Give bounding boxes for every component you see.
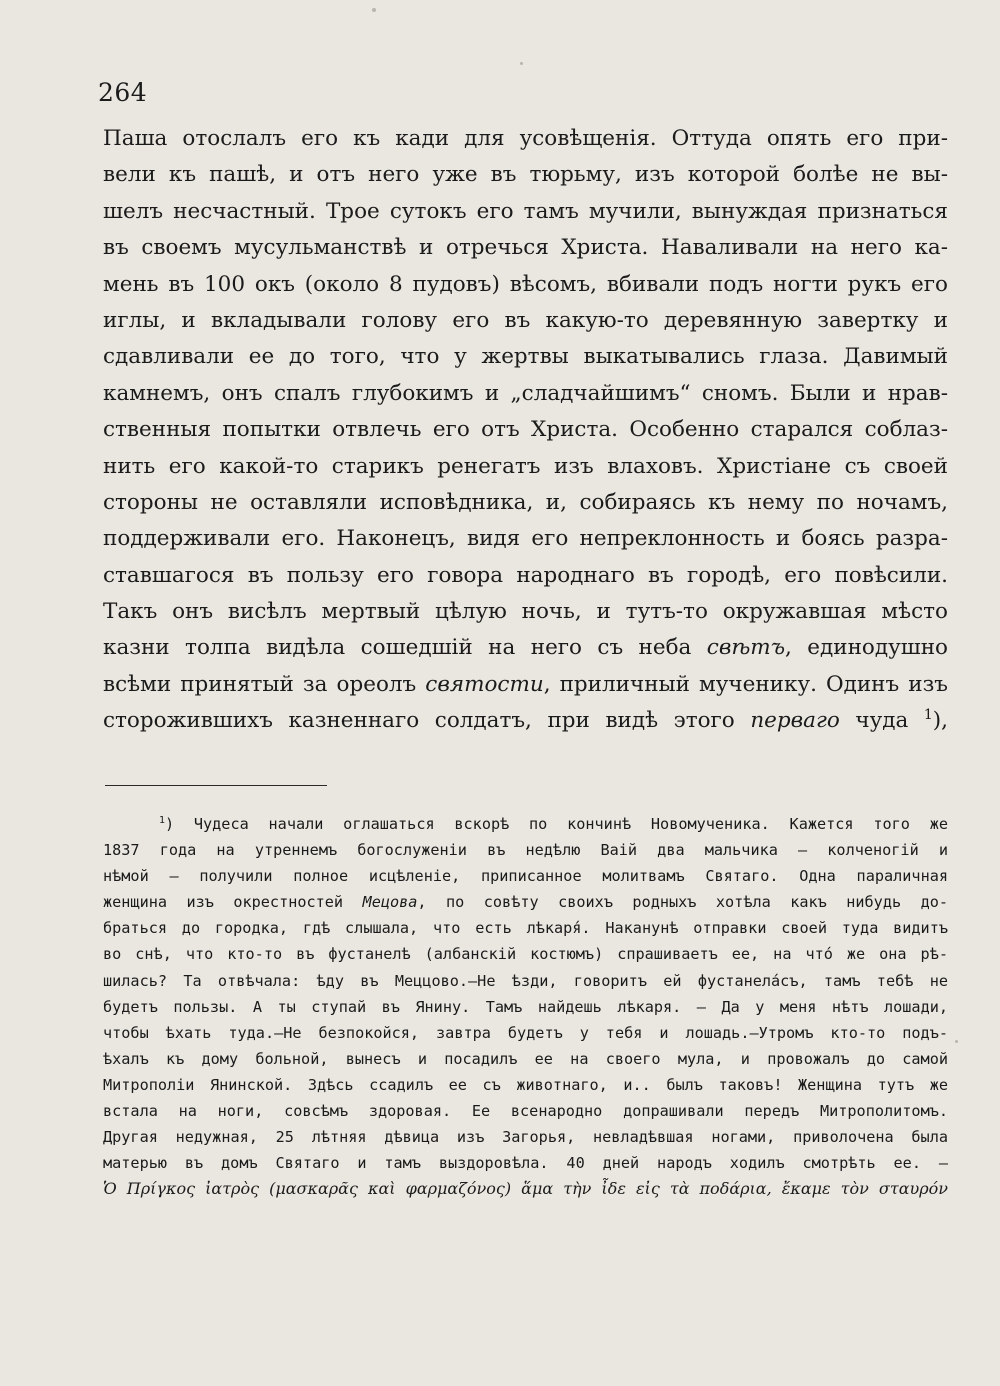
text-segment: 1837 года на утреннемъ богослуженіи въ недѣлю Ваій два мальчика — колченогій и xyxy=(103,841,948,860)
text-segment: матерью въ домъ Святаго и тамъ выздоровѣла. 40 дней народъ ходилъ смотрѣть ее. — xyxy=(103,1154,948,1173)
text-segment: въ своемъ мусульманствѣ и отречься Христа. Наваливали на него ка- xyxy=(103,235,948,261)
text-segment: Паша отослалъ его къ кади для усовѣщенія. Оттуда опять его при- xyxy=(103,126,948,151)
text-segment: во снѣ, что кто-то въ фустанелѣ (албанскій костюмъ) спрашиваетъ ее, на что́ же она рѣ- xyxy=(103,945,948,964)
footnote-line xyxy=(103,1020,948,1046)
footnote-line xyxy=(103,889,948,915)
text-line xyxy=(103,558,948,594)
footnote-line xyxy=(103,915,948,941)
text-segment: нѣмой — получили полное исцѣленіе, приписанное молитвамъ Святаго. Одна параличная xyxy=(103,867,948,886)
text-segment: камнемъ, онъ спалъ глубокимъ и „сладчайшимъ“ сномъ. Были и нрав- xyxy=(103,380,948,406)
text-segment: браться до городка, гдѣ слышала, что есть лѣкаря́. Наканунѣ отправки своей туда видитъ xyxy=(103,919,948,938)
footnote-line xyxy=(103,1072,948,1098)
text-line xyxy=(103,594,948,630)
text-segment: иглы, и вкладывали голову его въ какую-то деревянную завертку и xyxy=(103,307,948,333)
footnote-separator xyxy=(105,785,327,786)
text-segment: ственныя попытки отвлечь его отъ Христа. Особенно старался соблаз- xyxy=(103,417,948,443)
text-line xyxy=(103,303,948,339)
emphasized-word: Мецова xyxy=(362,893,418,912)
text-segment: ), xyxy=(932,708,948,734)
text-segment: стороны не оставляли исповѣдника, и, собираясь къ нему по ночамъ, xyxy=(103,489,948,515)
page-number: 264 xyxy=(98,78,148,107)
footnote-line xyxy=(103,968,948,994)
footnote-line xyxy=(103,1046,948,1072)
main-text-block xyxy=(103,121,948,740)
paper-speck xyxy=(520,62,523,65)
text-line xyxy=(103,449,948,485)
text-segment: Ὁ Πρίγκος ἰατρὸς (μασκαρᾶς καὶ φαρμαζόνος) ἅμα τὴν ἶδε εἰς τὰ ποδάρια, ἔκαμε τὸν σταυρόν xyxy=(103,1179,948,1199)
text-line xyxy=(103,121,948,157)
emphasized-word: святости xyxy=(425,671,544,697)
footnote-line xyxy=(103,1098,948,1124)
text-line xyxy=(103,521,948,557)
text-line xyxy=(103,157,948,193)
footnote-line xyxy=(103,994,948,1020)
text-segment: нить его какой-то старикъ ренегатъ изъ влаховъ. Христіане съ своей xyxy=(103,453,948,479)
text-segment: сторожившихъ казненнаго солдатъ, при видѣ этого xyxy=(103,708,751,734)
text-segment: казни толпа видѣла сошедшій на него съ неба xyxy=(103,635,707,661)
text-segment: мень въ 100 окъ (около 8 пудовъ) вѣсомъ, вбивали подъ ногти рукъ его xyxy=(103,271,948,297)
text-line xyxy=(103,267,948,303)
text-segment: ) Чудеса начали оглашаться вскорѣ по кончинѣ Новомученика. Кажется того же xyxy=(164,815,948,833)
text-segment: чуда xyxy=(839,708,924,734)
footnote-marker: 1 xyxy=(159,814,165,826)
footnote-line xyxy=(103,837,948,863)
text-line xyxy=(103,630,948,666)
text-line xyxy=(103,376,948,412)
text-segment: , по совѣту своихъ родныхъ хотѣла какъ нибудь до- xyxy=(417,893,948,912)
text-segment: Митрополіи Янинской. Здѣсь ссадилъ ее съ животнаго, и.. былъ таковъ! Женщина тутъ же xyxy=(103,1075,948,1094)
footnote-line xyxy=(103,941,948,967)
emphasized-word: перваго xyxy=(750,708,840,734)
footnote-line xyxy=(103,1124,948,1150)
text-segment: ставшагося въ пользу его говора народнаго въ городѣ, его повѣсили. xyxy=(103,562,948,588)
footnote-line xyxy=(103,811,948,837)
text-segment: , единодушно xyxy=(785,635,948,661)
text-segment: поддерживали его. Наконецъ, видя его непреклонность и боясь разра- xyxy=(103,526,948,552)
text-segment: Такъ онъ висѣлъ мертвый цѣлую ночь, и тутъ-то окружавшая мѣсто xyxy=(103,599,948,625)
paper-speck xyxy=(372,8,376,12)
footnote-line xyxy=(103,1176,948,1202)
text-segment: , приличный мученику. Одинъ изъ xyxy=(543,671,948,697)
emphasized-word: свѣтъ xyxy=(706,635,786,661)
footnote-marker: 1 xyxy=(923,707,933,724)
text-line xyxy=(103,230,948,266)
text-line xyxy=(103,703,948,739)
text-segment: будетъ пользы. А ты ступай въ Янину. Тамъ найдешь лѣкаря. — Да у меня нѣтъ лошади, xyxy=(103,997,948,1016)
text-segment: всѣми принятый за ореолъ xyxy=(103,671,426,697)
footnote-line xyxy=(103,1150,948,1176)
text-line xyxy=(103,485,948,521)
text-segment: вели къ пашѣ, и отъ него уже въ тюрьму, изъ которой болѣе не вы- xyxy=(103,162,948,188)
text-segment: женщина изъ окрестностей xyxy=(103,893,363,912)
text-line xyxy=(103,194,948,230)
text-segment: чтобы ѣхать туда.—Не безпокойся, завтра будетъ у тебя и лошадь.—Утромъ кто-то подъ- xyxy=(103,1023,948,1042)
text-line xyxy=(103,339,948,375)
text-segment: Другая недужная, 25 лѣтняя дѣвица изъ Загорья, невладѣвшая ногами, приволочена была xyxy=(103,1128,948,1147)
footnote-line xyxy=(103,863,948,889)
text-segment: шелъ несчастный. Трое сутокъ его тамъ мучили, вынуждая признаться xyxy=(103,198,948,224)
text-segment: сдавливали ее до того, что у жертвы выкатывались глаза. Давимый xyxy=(103,344,948,370)
text-line xyxy=(103,667,948,703)
text-segment: встала на ноги, совсѣмъ здоровая. Ее всенародно допрашивали передъ Митрополитомъ. xyxy=(103,1102,948,1121)
text-segment: ѣхалъ къ дому больной, вынесъ и посадилъ ее на своего мула, и провожалъ до самой xyxy=(103,1049,948,1068)
paper-speck xyxy=(955,1040,958,1043)
footnote-block xyxy=(103,811,948,1202)
text-segment: шилась? Та отвѣчала: ѣду въ Меццово.—Не ѣзди, говоритъ ей фустанела́съ, тамъ тебѣ не xyxy=(103,971,948,990)
text-line xyxy=(103,412,948,448)
